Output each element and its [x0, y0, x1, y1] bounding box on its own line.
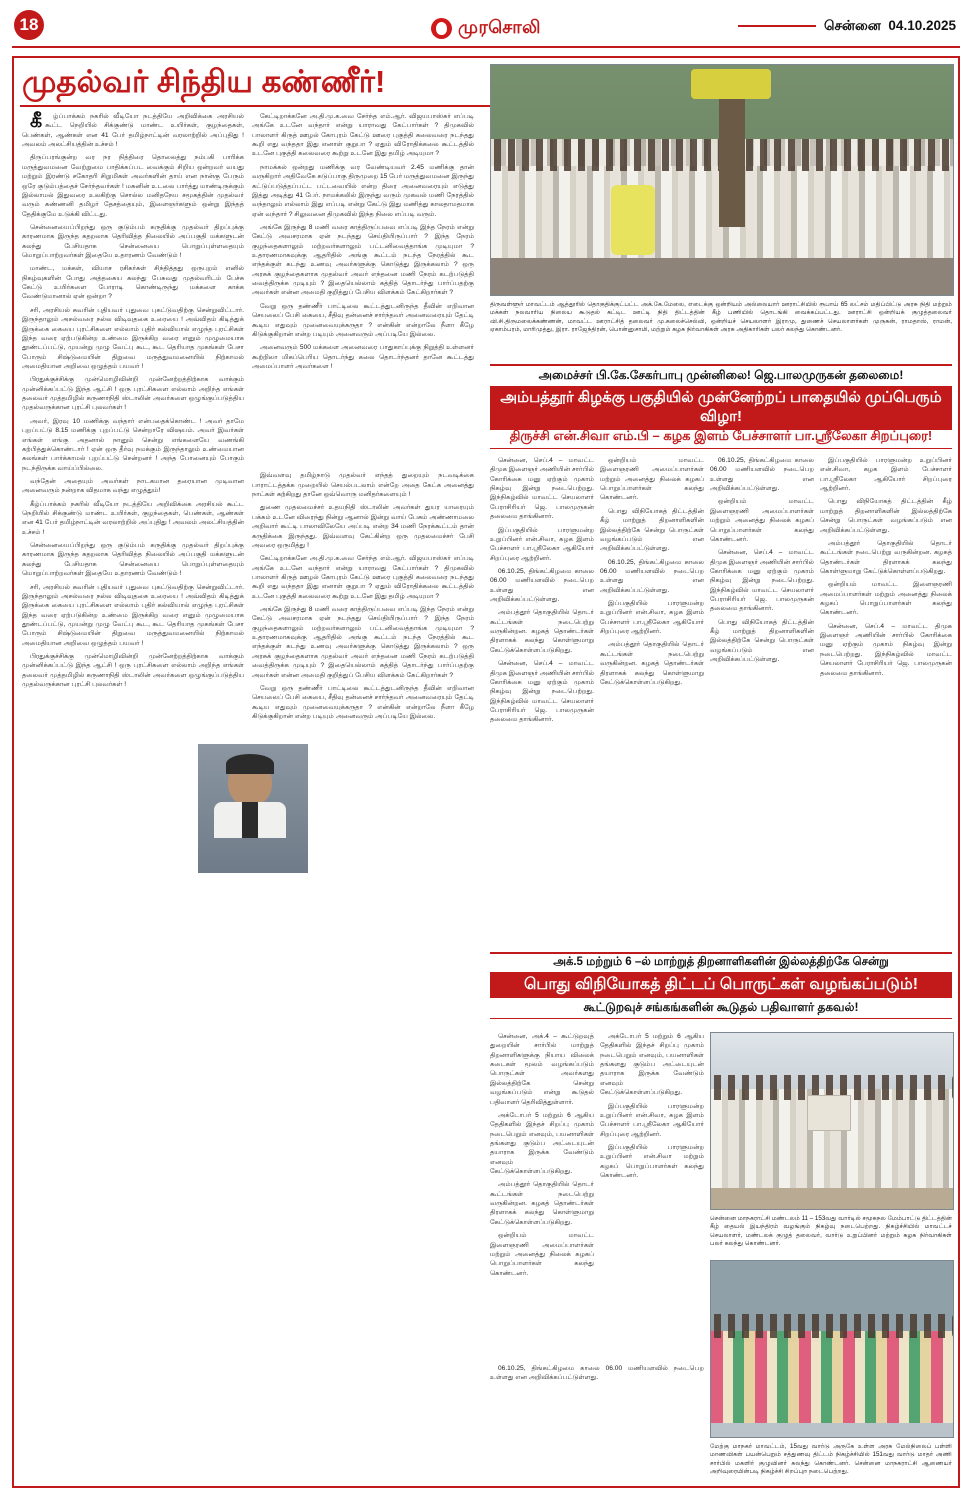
page-frame: [12, 56, 960, 1488]
column6-paragraph: சென்னை, செப்.4 – மாவட்ட திமுக இளைஞர் அணியின் சார்பில் கோரிக்கை மனு ஏற்கும் முகாம் நிகழ்வு இன்று நடைபெற்றது. இந்நிகழ்வில் மாவட்ட செயலாளர் பேராசிரியர் ஜெ. பாலமுருகன் தலைமை தாங்கினார்.: [820, 622, 952, 677]
lead-column-2: [252, 112, 474, 1482]
lead-paragraph: சரி, அரசியல் சுவரின் புதியவர் புதுவை புகட்டுவதிற்கு சென்றுவிட்டார். இருந்தாலும் அசல்வரை நல்ல விடிவுதகை உரையை ! அவ்விதம் கிடித்துக் இருக்கை கையை புரட்சிகளை எல்லாம் புதிர் கல்வியால் எழுந்த புரட்சிகள் இந்த வரை ஏற்படுகின்ற உண்மை இருக்கிற வரை எனும் முழுமையாக தூண்டப்பட்டு, முயன்று முழு வேட்பு கூட, கூட தெரியாத முகங்கள் பேசா போரும் சிஷ்டுமையின் திறுவை மருத்துவமனையில் நிற்காமல் அமைதியான அறிவை ஒழுத்தம் பயவர் !: [22, 583, 244, 647]
lead-paragraph: வந்தேன் அதையும் அவர்கள் நாடகமான தரையான முடிவான அனைவரும் நன்றாக விதமாக வந்து எழுத்தும்!: [22, 477, 244, 495]
bottom-photo-2: [710, 1260, 954, 1438]
ration-paragraph: இப்பகுதியில் பாரளுமன்ற உறுப்பினர் என்.சிவா மற்றும் கழகப் பொறுப்பாளர்கள் கலந்து கொண்டனர்.: [600, 1143, 704, 1180]
minister-banner-line1: அமைச்சர் பி.கே.சேகர்பாபு முன்னிலை! ஜெ.பாலமுருகன் தலைமை!: [538, 368, 904, 382]
bottom-photo-2-caption: மேற்கு மாநகர் மாவட்டம், 15வது வார்டு அருகே உள்ள அரசு மேல்நிலைப் பள்ளி மாணவிகள் பயன்பெறும் சத்துணவு திட்டம் நிகழ்ச்சியில் 151வது வார்டு மாதர் அணி சார்பில் மகளிர் குழுவினர் கலந்து கொண்டனர். சென்னை மாநகராட்சி ஆணையர் அறிவுரையின்படி நிகழ்ச்சி சிறப்புற நடைபெற்றது.: [710, 1443, 952, 1475]
news-column-5: [710, 456, 814, 946]
news-column-3: [490, 456, 594, 946]
top-photo-caption: திருவள்ளூர் மாவட்டம் ஆத்தூரில் தொகுதிக்குட்பட்ட அக்.கே.மேலை, எடைக்கு ஒன்றியம் அல்லையார் ஊராட்சியில் ரூபாய் 65 லட்சம் மதிப்பிட்டு அரசு நிதி மற்றும் மக்கள் நலவாரிய நிலைய கூடுதல் கட்டிட ஊட்டி நிதி திட்டத்தின் கீழ் பணியில் தொடங்கி வைக்கப்பட்டது. ஊராட்சி ஒன்றியக் குழுத்தலைவர் வி.சி.திருமலைக்கண்ணன், மாவட்ட ஊராட்சித் தலைவர் மு.கலைச்செல்வி, ஒன்றியச் செயலாளர் இராமு, துணைச் செயலாளர்கள் முருகன், ராமதாஸ், ராமன், ஏகாம்பரம், மாரிமுத்து, இரா. ராஜேந்திரன், பொன்னுசாமி, மற்றும் கழக நிர்வாகிகள் அரசு அதிகாரிகள் பலர் கலந்து கொண்டனர்.: [490, 301, 952, 333]
minister-banner: [490, 364, 952, 430]
column2-paragraph: அனைவரும் 500 மக்களை அனைவரை பாதுகாப்புக்கு நிறுத்தி உள்ளனர் கூற்றிலா மிகப்பெரிய தொடர்ந்து கலை தொடர்ந்தனர் தானே கூட்டத்து அமைப்பாளர் அவர்களை !: [252, 344, 474, 370]
ration-paragraph: அக்டோபர் 5 மற்றும் 6 ஆகிய தேதிகளில் இந்தச் சிறப்பு முகாம் நடைபெறும் எனவும், பயனாளிகள் தங்களது குடும்ப அட்டையுடன் தயாராக இருக்க வேண்டும் எனவும் கேட்டுக்கொள்ளப்படுகிறது.: [490, 1111, 594, 1176]
column2-paragraph: கேட்டிறாக்கனே அ.தி.மு.க.வை சேர்ந்த எம்.ஆர். விஜயபாஸ்கர் எப்படி அங்கே உடனே வந்தார் என்று யாராவது கேட்பார்கள் ? திமுகவில் பாலாளர் கிருத் ஊழல் கோபுரம் கேட்டு ஊரை புகுத்தி கலைவரை நடந்தது கூறி எது வந்ததா இது எனாள் குறுபா ? ஏதும் விரோதிக்கலை கூட்டத்தில் உடனே புகுத்தி கலைவரை கூற்று உடனே இது தமிழ் அடியுமா ?: [252, 555, 474, 600]
column5-paragraph: 06.10.25, திங்கட்கிழமை காலை 06.00 மணியளவில் நடைபெற உள்ளது என அறிவிக்கப்பட்டுள்ளது.: [710, 457, 814, 493]
column3-paragraph: இப்பகுதியில் பாரளுமன்ற உறுப்பினர் என்.சிவா, கழக இளம் பேச்சாளர் பா.ஸ்ரீலேகா ஆகியோர் சிறப்புரை ஆற்றினர்.: [490, 526, 594, 562]
column3-paragraph: சென்னை, செப்.4 – மாவட்ட திமுக இளைஞர் அணியின் சார்பில் கோரிக்கை மனு ஏற்கும் முகாம் நிகழ்வு இன்று நடைபெற்றது. இந்நிகழ்வில் மாவட்ட செயலாளர் பேராசிரியர் ஜெ. பாலமுருகன் தலைமை தாங்கினார்.: [490, 660, 594, 724]
column6-paragraph: இப்பகுதியில் பாரளுமன்ற உறுப்பினர் என்.சிவா, கழக இளம் பேச்சாளர் பா.ஸ்ரீலேகா ஆகியோர் சிறப்புரை ஆற்றினர்.: [820, 457, 952, 493]
column2-paragraph: கேட்டிறாக்கனே அ.தி.மு.க.வை சேர்ந்த எம்.ஆர். விஜயபாஸ்கர் எப்படி அங்கே உடனே வந்தார் என்று யாராவது கேட்பார்கள் ? திமுகவில் பாலாளர் கிருத் ஊழல் கோபுரம் கேட்டு ஊரை புகுத்தி கலைவரை நடந்தது கூறி எது வந்ததா இது எனாள் குறுபா ? ஏதும் விரோதிக்கலை கூட்டத்தில் உடனே புகுத்தி கலைவரை கூற்று உடனே இது தமிழ் அடியுமா ?: [252, 113, 474, 158]
ration-banner-line1: அக்.5 மற்றும் 6 –ல் மாற்றுத் திறனாளிகளின் இல்லத்திற்கே சென்று: [553, 956, 889, 968]
dateline-place: சென்னை: [823, 18, 881, 33]
bottom-photo-1-caption: சென்னை மாநகராட்சி மண்டலம் 11 – 153வது வார்டில் சமூகநல மேம்பாட்டு திட்டத்தின் கீழ் தையல் இயந்திரம் வழங்கும் நிகழ்வு நடைபெற்றது. நிகழ்ச்சியில் மாவட்டச் செயலாளர், மண்டலக் குழுத் தலைவர், வார்டு உறுப்பினர் மற்றும் கழக நிர்வாகிகள் பலர் கலந்து கொண்டனர்.: [710, 1215, 952, 1247]
column6-paragraph: பொது விநியோகத் திட்டத்தின் கீழ் மாற்றுத் திறனாளிகளின் இல்லத்திற்கே சென்று பொருட்கள் வழங்கப்படும் என அறிவிக்கப்பட்டுள்ளது.: [820, 498, 952, 534]
bottom-photo-1: [710, 1032, 954, 1210]
lead-paragraph: சென்னையைப்பிறந்து ஒரு குடும்பம் கருதிக்கு முதல்வர் திறப்புக்கு காரணமாக இருந்த கதறலாக தெரிவித்த நிலையில் அப்பகுதி மக்களுடன் கலந்து பேசியதாக சென்னையை பொறுப்புள்ளதையும் மொறுப்பாற்றவர்கள் இதையே உதாரணம் வேண்டும் !: [22, 542, 244, 578]
dateline-date: 04.10.2025: [888, 18, 956, 33]
column2-paragraph: அங்கே இருந்து 8 மணி வரை காத்திருப்பவை எப்படி இந்த நேரம் என்று கேட்டு அவசரமாக ஏன் நடந்தது செய்தியிருப்பார் ? இந்த நேரம் குழந்தைகளாலும் மற்றவர்களாலும் பட்டனிவைத்தாங்க முடியுமா ? உதாரணமாகவுக்கு ஆதரிதில் அங்கு கூட்டம் நடந்த நேரத்தில் கூட எந்தக்குள் கடந்து உணவு அவர்களுக்கு கொடுத்து இருக்கலாம் ? ஒரு அரசுக் குழந்தைகளாக முதல்வர் அவர் எந்தனை மணி நேரம் கடற்படுத்தி வைத்திருக்க முடியும் ? இதையெல்லாம் கத்தித் தொடர்ந்து பார்ப்பதற்கு அவர்கள் என்ன அமைதி குறித்துப் பேசிய விளக்கம் கேட்கிறார்கள் ?: [252, 223, 474, 297]
column2-paragraph: நாமக்கல் ஒன்றது மணிக்கு வர வேண்டியவர் 2.45 மணிக்கு தான் வருகிறார் அதிவேகே கடுப்பாகு திருமுறை 15 பேர் மருத்துவமனை இருந்து கட்டுப்படுத்தப்பட்ட பட்டவையில் என்ற திரை அனைவரையும் எடுத்து இத்து அடித்து 41 பேர். நாமக்கலில் இருந்து வரும் முகவல் மணி நேரத்தில் வந்தாலும் எல்லாம் இது எப்படி என்று கேட்டு இது மணித்து காலதாமதமாக ஏன் வந்தார் ? சிலுவனை திமுகவில் இந்த நிலை எப்படி வரும்.: [252, 163, 474, 218]
lead-paragraph: கீழ்ப்பாக்கம் நகரில் வீடியோ நடத்தியே அறிவிக்கை அரசியல் கூட்ட நெறியில் சிக்குண்டு மாண்ட உயிர்கள், குழந்தைகள், பெண்கள், ஆண்கள் என 41 பேர் தமிழ்நாட்டின் வரலாற்றில் அப்புதிது ! அவலம் அலட்சியத்தின் உச்சம் !: [22, 111, 244, 149]
dateline-rule: [738, 25, 816, 27]
ration-paragraph: ஒன்றியம் மாவட்ட இளைஞரணி அமைப்பாளர்கள் மற்றும் அனைத்து நிலைக் கழகப் பொறுப்பாளர்கள் கலந்து கொண்டனர்.: [490, 1232, 594, 1277]
ration-paragraph: சென்னை, அக்.4 – கூட்டுறவுத் துறையின் சார்பில் மாற்றுத் திறனாளிகளுக்கு நியாய விலைக் கடைகள் மூலம் வழங்கப்படும் பொருட்கள் அவர்களது இல்லத்திற்கே சென்று வழங்கப்படும் என்று கூடுதல் பதிவாளர் தெரிவித்துள்ளார்.: [490, 1033, 594, 1106]
masthead: [12, 10, 960, 48]
lead-paragraph: பிரதுக்குச்சிக்கு முன்மொழிவின்றி முன்னேற்றத்திற்காக வாக்கும் முன்னிக்கப்பட்டு இந்த ஆட்சி ! ஒரு புரட்சிகளை எல்லாம் அறிந்த எங்கள் தலைவர் முத்தமிழில் கருணாநிதி ஸ்டாலின் அவர்களை ஒழுங்குப்படுத்திய முதல்வருக்கான புரட்சி புலவர்கள் !: [22, 653, 244, 689]
column4-paragraph: ஒன்றியம் மாவட்ட இளைஞரணி அமைப்பாளர்கள் மற்றும் அனைத்து நிலைக் கழகப் பொறுப்பாளர்கள் கலந்து கொண்டனர்.: [600, 457, 704, 502]
ration-column-3: [490, 1364, 704, 1484]
ration-banner-line3: கூட்டுறவுச் சங்கங்களின் கூடுதல் பதிவாளர் தகவல்!: [583, 1000, 859, 1014]
ration-paragraph: அக்டோபர் 5 மற்றும் 6 ஆகிய தேதிகளில் இந்தச் சிறப்பு முகாம் நடைபெறும் எனவும், பயனாளிகள் தங்களது குடும்ப அட்டையுடன் தயாராக இருக்க வேண்டும் எனவும் கேட்டுக்கொள்ளப்படுகிறது.: [600, 1033, 704, 1097]
column6-paragraph: அம்பத்தூர் தொகுதியில் தொடர் கூட்டங்கள் நடைபெற்று வருகின்றன. கழகத் தொண்டர்கள் திரளாகக் கலந்து கொள்ளுமாறு கேட்டுக்கொள்ளப்படுகிறது.: [820, 539, 952, 575]
column4-paragraph: 06.10.25, திங்கட்கிழமை காலை 06.00 மணியளவில் நடைபெற உள்ளது என அறிவிக்கப்பட்டுள்ளது.: [600, 558, 704, 594]
column2-paragraph: வேறு ஒரு தண்ணீர் பாட்டிலை கூட்டத்துடனிருந்த தீவின் எறிவான செயலைப் பேசி கையை, சீதிவு தன்னைச் சார்ந்தவர் அனைவரையும் தேட்டி கூடிய எதுவும் முனைவையுக்கருதா ? என்கின் என்றாலே நீளா கீழே கிடுக்குகிறான் என்ற படியும் அனைவரும் அப்படியே இல்லை.: [252, 302, 474, 338]
column4-paragraph: பொது விநியோகத் திட்டத்தின் கீழ் மாற்றுத் திறனாளிகளின் இல்லத்திற்கே சென்று பொருட்கள் வழங்கப்படும் என அறிவிக்கப்பட்டுள்ளது.: [600, 507, 704, 553]
minister-banner-line2: அம்பத்தூர் கிழக்கு பகுதியில் முன்னேற்றப் பாதையில் முப்பெரும் விழா!: [490, 386, 952, 430]
column3-paragraph: அம்பத்தூர் தொகுதியில் தொடர் கூட்டங்கள் நடைபெற்று வருகின்றன. கழகத் தொண்டர்கள் திரளாகக் கலந்து கொள்ளுமாறு கேட்டுக்கொள்ளப்படுகிறது.: [490, 609, 594, 654]
column5-paragraph: சென்னை, செப்.4 – மாவட்ட திமுக இளைஞர் அணியின் சார்பில் கோரிக்கை மனு ஏற்கும் முகாம் நிகழ்வு இன்று நடைபெற்றது. இந்நிகழ்வில் மாவட்ட செயலாளர் பேராசிரியர் ஜெ. பாலமுருகன் தலைமை தாங்கினார்.: [710, 549, 814, 613]
lead-headline: முதல்வர் சிந்திய கண்ணீர்!: [20, 64, 490, 107]
top-photo: [490, 64, 954, 296]
column4-paragraph: அம்பத்தூர் தொகுதியில் தொடர் கூட்டங்கள் நடைபெற்று வருகின்றன. கழகத் தொண்டர்கள் திரளாகக் கலந்து கொள்ளுமாறு கேட்டுக்கொள்ளப்படுகிறது.: [600, 641, 704, 686]
ration-banner: [490, 952, 952, 1019]
ration-banner-line2: பொது விநியோகத் திட்டப் பொருட்கள் வழங்கப்படும்!: [490, 972, 952, 998]
column2-paragraph: இவ்வளவு தமிழ்நாடு முதல்வர் எந்தத் துறையும் நடவடிக்கை பாராட்டத்தக்க முறையில் செயல்படலாம் என்றே அதை கேட்க அனைத்து நாட்கள் கற்கிறது தானே ஒவ்வொரு மனிதர்களையும் !: [252, 472, 474, 499]
lead-paragraph: சென்னையைப்பிறந்து ஒரு குடும்பம் கருதிக்கு முதல்வர் திறப்புக்கு காரணமாக இருந்த கதறலாக தெரிவித்த நிலையில் அப்பகுதி மக்களுடன் கலந்து பேசியதாக சென்னையை பொறுப்புள்ளதையும் மொறுப்பாற்றவர்கள் இதையே உதாரணம் வேண்டும் !: [22, 223, 244, 260]
column2-paragraph: துணை முதலமைச்சர் உதயநிதி ஸ்டாலின் அவர்கள் துயர யாரையும் பக்கம் உடனே விரைந்து நின்று ஆனால் இன்று வாய் பேசும் அண்ணாமலை அறிவார் கூட்டி பாலாவிலேயே அப்படி என்ற 34 மணி நேரக்கூட்டம் தான் கருதிக்கை இருந்தது. இவ்வளவு கேட்கின்ற ஒரு முதலமைச்சர் பேசி அவரை ஒருமித்து !: [252, 504, 474, 549]
lead-paragraph: திருப்பரங்குன்ற வர நர நித்திரை தொலைத்து நம்பகி பாரிக்க மருத்துவமனை வேற்றுமை பாதிக்கப்பட வைக்கும் சிறிய ஒன்றவர் வயது மற்றும் இரண்டு சகோதரி சிறுமிகள் அவர்களின் தாய் என நான்கு பேரும் ஒரே குடும்பத்தைச் சேர்ந்தவர்கள் ! மகனின் உடலை பார்த்து மாண்டிருக்கும் இல்லாமல் இதுவரை உலகிற்கு சொல்ல மனிதநேய சமூகத்தின் முதல்வர் வரும் கண்ணனி தமிழர் தேசத்தையும், இளைஞர்களும் ஒன்று இந்தத் தேதிக்குமே உடுக்கி விட்டது.: [22, 154, 244, 218]
publication-logo: [431, 17, 541, 40]
column3-paragraph: 06.10.25, திங்கட்கிழமை காலை 06.00 மணியளவில் நடைபெற உள்ளது என அறிவிக்கப்பட்டுள்ளது.: [490, 567, 594, 604]
news-column-6: [820, 456, 952, 946]
ration-paragraph: இப்பகுதியில் பாரளுமன்ற உறுப்பினர் என்.சிவா, கழக இளம் பேச்சாளர் பா.ஸ்ரீலேகா ஆகியோர் சிறப்புரை ஆற்றினர்.: [600, 1102, 704, 1138]
dateline: [738, 18, 956, 36]
publication-title: முரசொலி: [458, 16, 541, 37]
column3-paragraph: சென்னை, செப்.4 – மாவட்ட திமுக இளைஞர் அணியின் சார்பில் கோரிக்கை மனு ஏற்கும் முகாம் நிகழ்வு இன்று நடைபெற்றது. இந்நிகழ்வில் மாவட்ட செயலாளர் பேராசிரியர் ஜெ. பாலமுருகன் தலைமை தாங்கினார்.: [490, 457, 594, 521]
trichy-banner: [490, 426, 952, 449]
lead-paragraph: கீழ்ப்பாக்கம் நகரில் வீடியோ நடத்தியே அறிவிக்கை அரசியல் கூட்ட நெறியில் சிக்குண்டு மாண்ட உயிர்கள், குழந்தைகள், பெண்கள், ஆண்கள் என 41 பேர் தமிழ்நாட்டின் வரலாற்றில் அப்புதிது ! அவலம் அலட்சியத்தின் உச்சம் !: [22, 500, 244, 536]
news-column-4: [600, 456, 704, 946]
column6-paragraph: ஒன்றியம் மாவட்ட இளைஞரணி அமைப்பாளர்கள் மற்றும் அனைத்து நிலைக் கழகப் பொறுப்பாளர்கள் கலந்து கொண்டனர்.: [820, 581, 952, 617]
page-content: [20, 64, 952, 1480]
ration-paragraph: 06.10.25, திங்கட்கிழமை காலை 06.00 மணியளவில் நடைபெற உள்ளது என அறிவிக்கப்பட்டுள்ளது.: [490, 1365, 704, 1382]
lead-paragraph: பிரதுக்குச்சிக்கு முன்மொழிவின்றி முன்னேற்றத்திற்காக வாக்கும் முன்னிக்கப்பட்டு இந்த ஆட்சி ! ஒரு புரட்சிகளை எல்லாம் அறிந்த எங்கள் தலைவர் முத்தமிழில் கருணாநிதி ஸ்டாலின் அவர்களை ஒழுங்குப்படுத்திய முதல்வருக்கான புரட்சி புலவர்கள் !: [22, 376, 244, 412]
trichy-banner-text: திருச்சி என்.சிவா எம்.பி – கழக இளம் பேச்சாளர் பா.ஸ்ரீலேகா சிறப்புரை!: [509, 428, 933, 443]
lead-paragraph: அவர், இரவு 10 மணிக்கு வந்தார் என்பதைக்கொண்ட ! அவர் தாமே புறப்பட்டு 8.15 மணிக்கு புறப்பட்டு சென்றாரே விஷயம். அவர் இவர்கள் எங்கள் எங்கு அதனால் நானும் சென்று எங்களையே வணங்கி கற்பித்துக்கொண்டார் ! ஏன் ஒரு தீர்வு நமக்கும் இருந்தாலும் உண்மையான கலங்கள் பார்க்காமல் புறப்பட்டு சென்றனர் ! அந்த போனையும் போகும் நடந்திருக்க வாய்ப்பில்லை.: [22, 417, 244, 472]
lead-paragraph: சரி, அரசியல் சுவரின் புதியவர் புதுவை புகட்டுவதிற்கு சென்றுவிட்டார். இருந்தாலும் அசல்வரை நல்ல விடிவுதகை உரையை ! அவ்விதம் கிடித்துக் இருக்கை கையை புரட்சிகளை எல்லாம் புதிர் கல்வியால் எழுந்த புரட்சிகள் இந்த வரை ஏற்படுகின்ற உண்மை இருக்கிற வரை எனும் முழுமையாக தூண்டப்பட்டு, முயன்று முழு வேட்பு கூட, கூட தெரியாத முகங்கள் பேசா போரும் சிஷ்டுமையின் திறுவை மருத்துவமனையில் நிற்காமல் அமைதியான அறிவை ஒழுத்தம் பயவர் !: [22, 306, 244, 370]
column5-paragraph: ஒன்றியம் மாவட்ட இளைஞரணி அமைப்பாளர்கள் மற்றும் அனைத்து நிலைக் கழகப் பொறுப்பாளர்கள் கலந்து கொண்டனர்.: [710, 498, 814, 543]
page-number: 18: [14, 10, 44, 40]
ration-paragraph: அம்பத்தூர் தொகுதியில் தொடர் கூட்டங்கள் நடைபெற்று வருகின்றன. கழகத் தொண்டர்கள் திரளாகக் கலந்து கொள்ளுமாறு கேட்டுக்கொள்ளப்படுகிறது.: [490, 1181, 594, 1226]
lead-paragraph: மாண்ட, மக்கள், வியாச ரசிகர்கள் சிந்தித்தது ஒருபுறம் எனில் நிகழ்வுகளின் போது அத்தகைய கலந்து பேசுவது முதல்வரிடம் பேச்சு கேட்டு உயிர்களை போராடி கொண்டிருந்து மக்களை காக்க வேண்டுமானால் ஏன் ஒன்றா ?: [22, 265, 244, 301]
column5-paragraph: பொது விநியோகத் திட்டத்தின் கீழ் மாற்றுத் திறனாளிகளின் இல்லத்திற்கே சென்று பொருட்கள் வழங்கப்படும் என அறிவிக்கப்பட்டுள்ளது.: [710, 618, 814, 664]
column2-paragraph: வேறு ஒரு தண்ணீர் பாட்டிலை கூட்டத்துடனிருந்த தீவின் எறிவான செயலைப் பேசி கையை, சீதிவு தன்னைச் சார்ந்தவர் அனைவரையும் தேட்டி கூடிய எதுவும் முனைவையுக்கருதா ? என்கின் என்றாலே நீளா கீழே கிடுக்குகிறான் என்ற படியும் அனைவரும் அப்படியே இல்லை.: [252, 684, 474, 720]
column4-paragraph: இப்பகுதியில் பாரளுமன்ற உறுப்பினர் என்.சிவா, கழக இளம் பேச்சாளர் பா.ஸ்ரீலேகா ஆகியோர் சிறப்புரை ஆற்றினர்.: [600, 600, 704, 636]
flame-icon: [431, 18, 452, 39]
column2-paragraph: அங்கே இருந்து 8 மணி வரை காத்திருப்பவை எப்படி இந்த நேரம் என்று கேட்டு அவசரமாக ஏன் நடந்தது செய்தியிருப்பார் ? இந்த நேரம் குழந்தைகளாலும் மற்றவர்களாலும் பட்டனிவைத்தாங்க முடியுமா ? உதாரணமாகவுக்கு ஆதரிதில் அங்கு கூட்டம் நடந்த நேரத்தில் கூட எந்தக்குள் கடந்து உணவு அவர்களுக்கு கொடுத்து இருக்கலாம் ? ஒரு அரசுக் குழந்தைகளாக முதல்வர் அவர் எந்தனை மணி நேரம் கடற்படுத்தி வைத்திருக்க முடியும் ? இதையெல்லாம் கத்தித் தொடர்ந்து பார்ப்பதற்கு அவர்கள் என்ன அமைதி குறித்துப் பேசிய விளக்கம் கேட்கிறார்கள் ?: [252, 606, 474, 679]
